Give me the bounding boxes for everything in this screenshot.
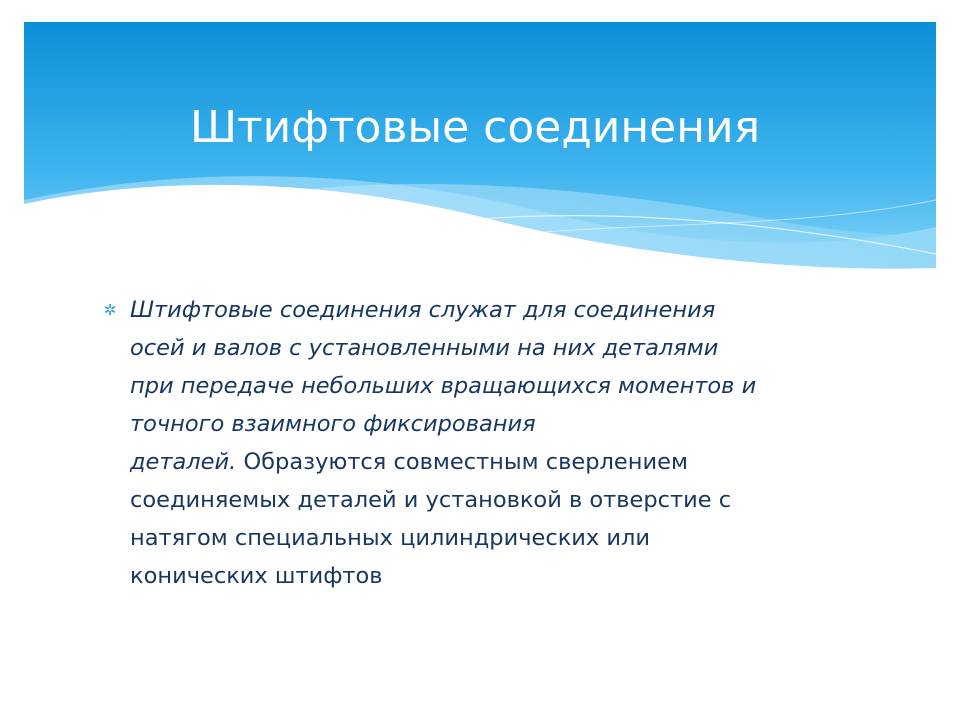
bullet-paragraph: [130, 291, 870, 595]
regular-line: конических штифтов: [130, 563, 383, 589]
italic-line: Штифтовые соединения служат для соединения: [130, 297, 716, 323]
header-banner: [24, 22, 936, 272]
asterisk-bullet-icon: ✲: [103, 301, 117, 319]
regular-line: натягом специальных цилиндрических или: [130, 525, 651, 551]
italic-line: осей и валов с установленными на них деталями: [130, 335, 719, 361]
slide-title: Штифтовые соединения: [190, 102, 761, 153]
bullet-list: [100, 291, 880, 595]
regular-line: Образуются совместным сверлением: [236, 449, 688, 475]
regular-line: соединяемых деталей и установкой в отверстие с: [130, 487, 732, 513]
italic-line: при передаче небольших вращающихся моментов и: [130, 373, 757, 399]
italic-line: точного взаимного фиксирования: [130, 411, 536, 437]
italic-line: деталей.: [130, 449, 237, 475]
